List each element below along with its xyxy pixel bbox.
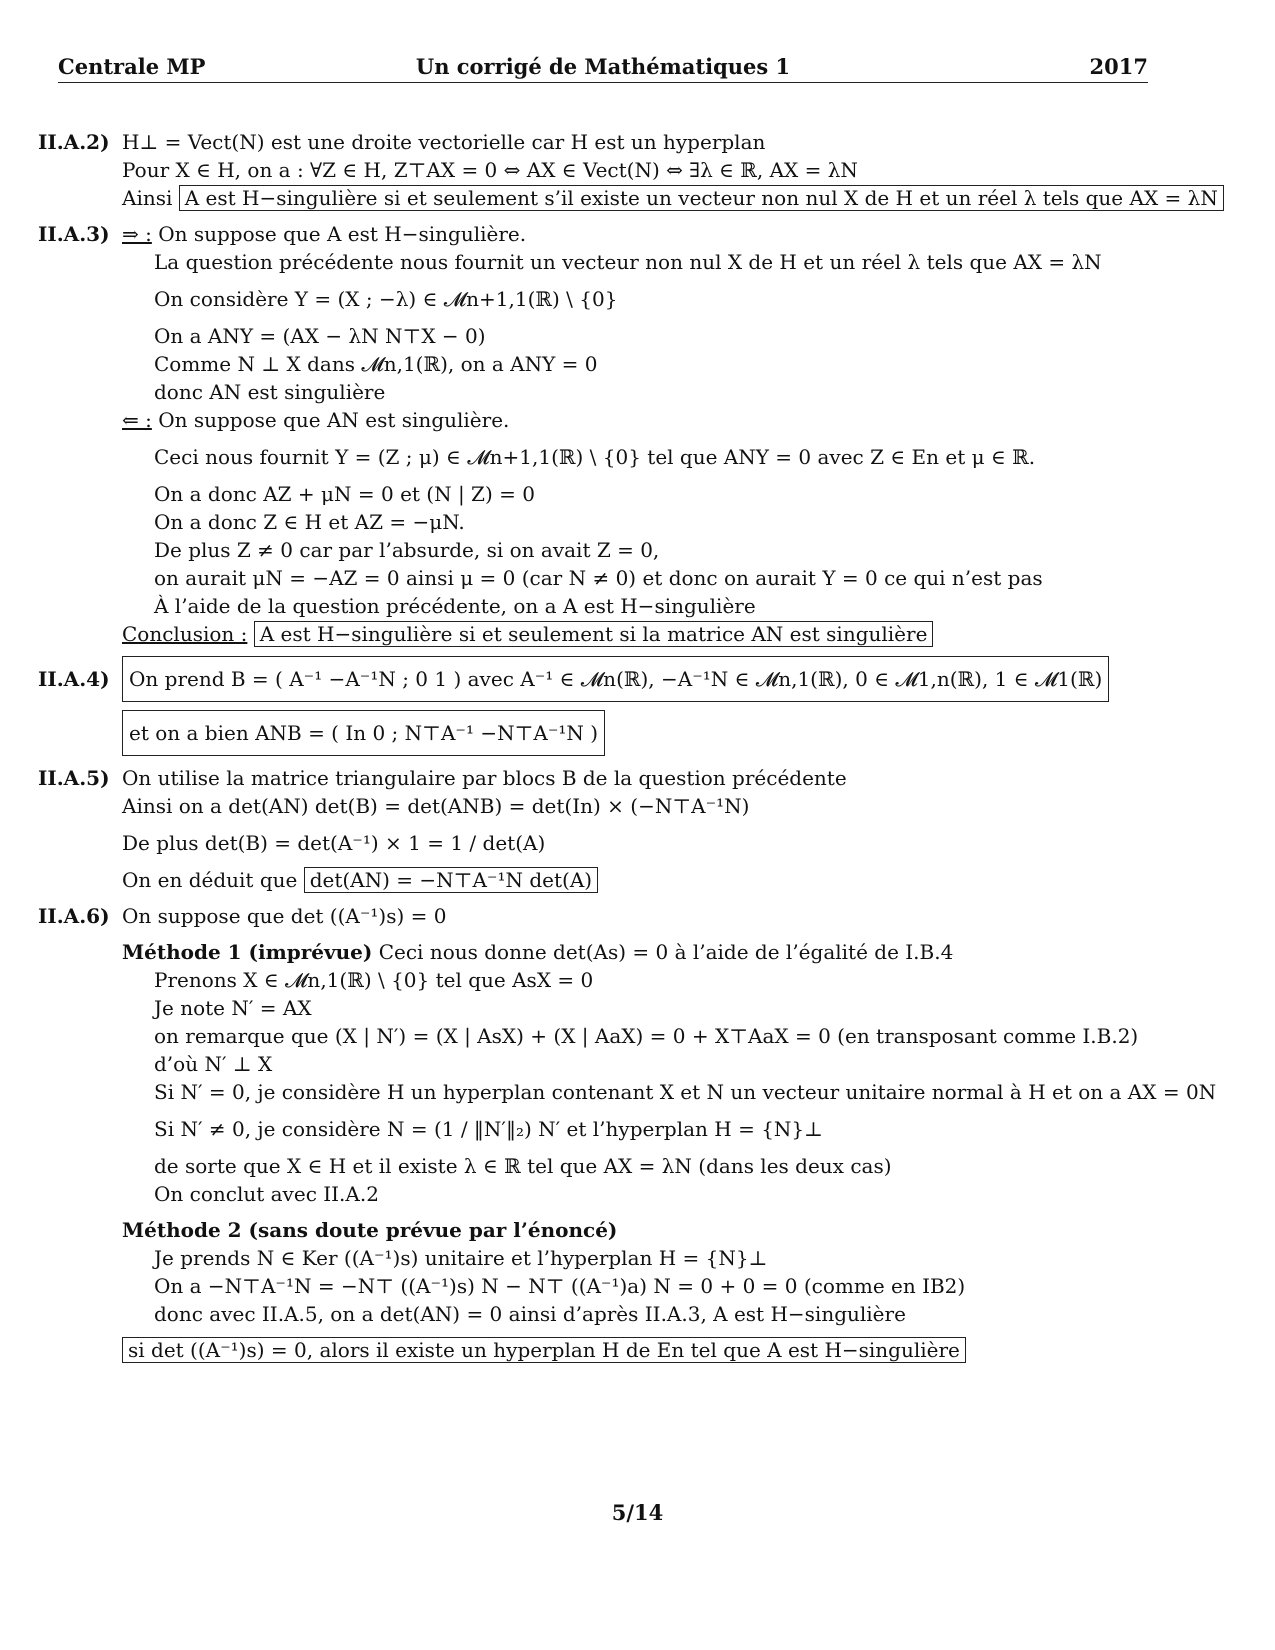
boxed-result: et on a bien ANB = ( In 0 ; N⊤A⁻¹ −N⊤A⁻¹N ) [122, 710, 605, 756]
line-text: On a donc Z ∈ H et AZ = −μN. [154, 510, 465, 534]
line-text: De plus Z ≠ 0 car par l’absurde, si on avait Z = 0, [154, 538, 660, 562]
header-left: Centrale MP [58, 54, 206, 79]
header-title: Un corrigé de Mathématiques 1 [415, 54, 791, 79]
text-line [38, 592, 1238, 620]
text-line [38, 994, 1238, 1022]
section-label: II.A.4) [38, 667, 110, 691]
line-text: À l’aide de la question précédente, on a A est H−singulière [154, 594, 756, 618]
text-line [38, 1216, 1238, 1244]
text-line [38, 564, 1238, 592]
text-line [38, 156, 1238, 184]
text-line [38, 792, 1238, 820]
line-text: Ceci nous donne det(As) = 0 à l’aide de l’égalité de I.B.4 [378, 940, 954, 964]
text-line [38, 764, 1238, 792]
text-line [38, 220, 1238, 248]
line-text: Je prends N ∈ Ker ((A⁻¹)s) unitaire et l’hyperplan H = {N}⊥ [154, 1246, 768, 1270]
text-line [38, 1022, 1238, 1050]
page-header [58, 52, 1148, 83]
section-label: II.A.5) [38, 766, 110, 790]
line-text: Je note N′ = AX [154, 996, 312, 1020]
text-line [38, 1272, 1238, 1300]
line-text: On a −N⊤A⁻¹N = −N⊤ ((A⁻¹)s) N − N⊤ ((A⁻¹)a) N = 0 + 0 = 0 (comme en IB2) [154, 1274, 966, 1298]
line-text: on remarque que (X | N′) = (X | AsX) + (X | AaX) = 0 + X⊤AaX = 0 (en transposant comme I.B.2) [154, 1024, 1139, 1048]
line-text: Prenons X ∈ 𝓜n,1(ℝ) \ {0} tel que AsX = 0 [154, 968, 594, 992]
line-text: Comme N ⊥ X dans 𝓜n,1(ℝ), on a ANY = 0 [154, 352, 598, 376]
line-text: de sorte que X ∈ H et il existe λ ∈ ℝ tel que AX = λN (dans les deux cas) [154, 1154, 892, 1178]
text-line [38, 322, 1238, 350]
page-number: 5/14 [611, 1500, 664, 1525]
text-line [38, 184, 1238, 212]
line-text: On suppose que AN est singulière. [158, 408, 510, 432]
page-content [38, 128, 1238, 1364]
section-label: II.A.2) [38, 130, 110, 154]
method-title: Méthode 1 (imprévue) [122, 940, 373, 964]
line-text: Si N′ ≠ 0, je considère N = (1 / ‖N′‖₂) N′ et l’hyperplan H = {N}⊥ [154, 1117, 823, 1141]
text-line [38, 656, 1238, 702]
text-line [38, 938, 1238, 966]
line-text: Ainsi on a det(AN) det(B) = det(ANB) = det(In) × (−N⊤A⁻¹N) [122, 794, 750, 818]
boxed-result: On prend B = ( A⁻¹ −A⁻¹N ; 0 1 ) avec A⁻¹ ∈ 𝓜n(ℝ), −A⁻¹N ∈ 𝓜n,1(ℝ), 0 ∈ 𝓜1,n(ℝ), 1 ∈ 𝓜1(ℝ) [122, 656, 1109, 702]
line-text: Si N′ = 0, je considère H un hyperplan contenant X et N un vecteur unitaire normal à H et on a AX = 0N [154, 1080, 1217, 1104]
line-text: On suppose que A est H−singulière. [158, 222, 527, 246]
text-line [38, 536, 1238, 564]
header-year: 2017 [1089, 54, 1148, 79]
line-text: d’où N′ ⊥ X [154, 1052, 273, 1076]
line-prefix: On en déduit que [122, 868, 298, 892]
line-text: On suppose que det ((A⁻¹)s) = 0 [122, 904, 447, 928]
text-line [38, 620, 1238, 648]
line-text: donc AN est singulière [154, 380, 386, 404]
text-line [38, 966, 1238, 994]
implication-label: ⇒ : [122, 222, 152, 246]
text-line [38, 378, 1238, 406]
line-text: on aurait μN = −AZ = 0 ainsi μ = 0 (car N ≠ 0) et donc on aurait Y = 0 ce qui n’est pas [154, 566, 1043, 590]
text-line [38, 128, 1238, 156]
section-label: II.A.3) [38, 222, 110, 246]
text-line [38, 1180, 1238, 1208]
section-label: II.A.6) [38, 904, 110, 928]
text-line [38, 1050, 1238, 1078]
text-line [38, 434, 1238, 480]
line-text: La question précédente nous fournit un vecteur non nul X de H et un réel λ tels que AX = λN [154, 250, 1102, 274]
line-text: On conclut avec II.A.2 [154, 1182, 379, 1206]
text-line [38, 1106, 1238, 1152]
text-line [38, 1300, 1238, 1328]
line-text: On utilise la matrice triangulaire par blocs B de la question précédente [122, 766, 847, 790]
boxed-result: det(AN) = −N⊤A⁻¹N det(A) [304, 867, 598, 893]
implication-label: ⇐ : [122, 408, 152, 432]
boxed-result: si det ((A⁻¹)s) = 0, alors il existe un hyperplan H de En tel que A est H−singulière [122, 1337, 966, 1363]
text-line [38, 350, 1238, 378]
text-line [38, 866, 1238, 894]
text-line [38, 710, 1238, 756]
text-line [38, 1336, 1238, 1364]
line-text: De plus det(B) = det(A⁻¹) × 1 = 1 / det(A) [122, 831, 546, 855]
line-text: H⊥ = Vect(N) est une droite vectorielle car H est un hyperplan [122, 130, 766, 154]
text-line [38, 480, 1238, 508]
line-text: donc avec II.A.5, on a det(AN) = 0 ainsi d’après II.A.3, A est H−singulière [154, 1302, 906, 1326]
boxed-result: A est H−singulière si et seulement si la matrice AN est singulière [254, 621, 934, 647]
text-line [38, 1244, 1238, 1272]
boxed-result: A est H−singulière si et seulement s’il existe un vecteur non nul X de H et un réel λ tels que AX = λN [179, 185, 1224, 211]
text-line [38, 276, 1238, 322]
line-text: On considère Y = (X ; −λ) ∈ 𝓜n+1,1(ℝ) \ {0} [154, 287, 618, 311]
line-text: Ceci nous fournit Y = (Z ; μ) ∈ 𝓜n+1,1(ℝ) \ {0} tel que ANY = 0 avec Z ∈ En et μ ∈ ℝ. [154, 445, 1036, 469]
conclusion-label: Conclusion : [122, 622, 248, 646]
line-text: On a donc AZ + μN = 0 et (N | Z) = 0 [154, 482, 535, 506]
line-prefix: Ainsi [122, 186, 173, 210]
text-line [38, 406, 1238, 434]
text-line [38, 1152, 1238, 1180]
text-line [38, 820, 1238, 866]
line-text: On a ANY = (AX − λN N⊤X − 0) [154, 324, 486, 348]
text-line [38, 902, 1238, 930]
method-title: Méthode 2 (sans doute prévue par l’énoncé) [122, 1218, 618, 1242]
line-text: Pour X ∈ H, on a : ∀Z ∈ H, Z⊤AX = 0 ⇔ AX ∈ Vect(N) ⇔ ∃λ ∈ ℝ, AX = λN [122, 158, 858, 182]
text-line [38, 1078, 1238, 1106]
text-line [38, 508, 1238, 536]
text-line [38, 248, 1238, 276]
